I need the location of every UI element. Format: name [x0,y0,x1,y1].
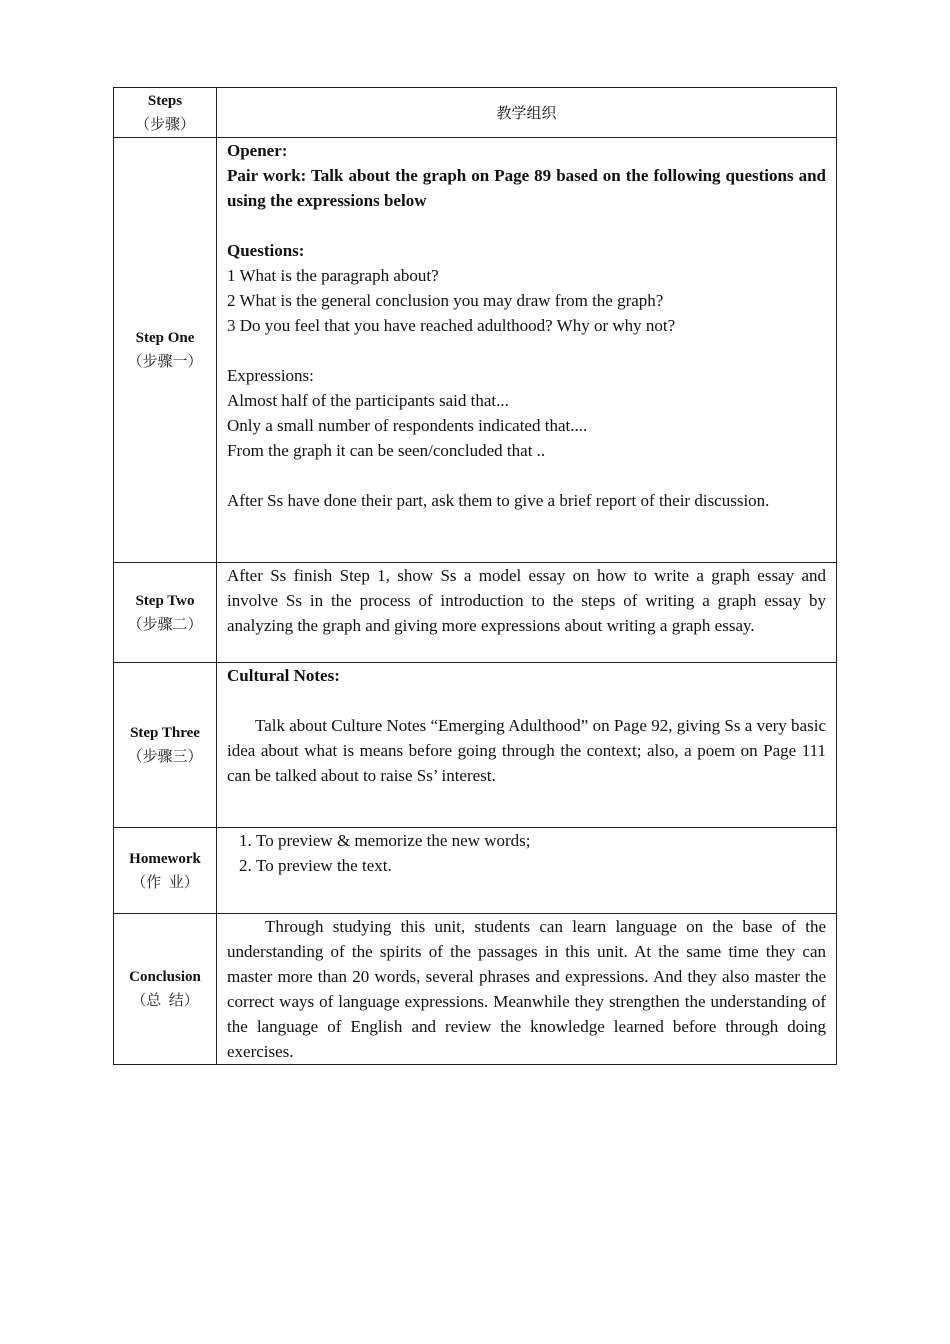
step-two-content: After Ss finish Step 1, show Ss a model essay on how to write a graph essay and involve Ss in the process of introduction to the steps of writing a graph essay by analyzing the graph and giving more expressions about writing a graph essay. [217,563,837,663]
step-three-label-en: Step Three [130,725,200,741]
question-item: 2 What is the general conclusion you may draw from the graph? [227,291,664,310]
pair-work-text: Pair work: Talk about the graph on Page 89 based on the following questions and using the expressions below [227,166,826,210]
steps-header-en: Steps [147,92,183,109]
expression-item: Only a small number of respondents indicated that.... [227,416,588,435]
step-two-row [114,563,837,663]
expressions-title: Expressions: [227,366,314,385]
step-two-label-cell [114,563,217,663]
expression-item: Almost half of the participants said that... [227,391,509,410]
step-three-label-cn: （步骤三） [127,749,203,765]
step-one-content [217,138,837,563]
steps-header-cn: （步骤） [134,116,195,133]
step-three-row [114,663,837,828]
conclusion-content [217,914,837,1065]
expression-item: From the graph it can be seen/concluded that .. [227,441,546,460]
steps-header-cell [114,88,217,138]
header-row [114,88,837,138]
organization-header: 教学组织 [217,88,837,138]
opener-title: Opener: [227,141,288,160]
lesson-plan-table [113,87,837,1065]
step-one-label-cell [114,138,217,563]
cultural-notes-title: Cultural Notes: [227,666,340,685]
step-three-content [217,663,837,828]
homework-list [227,828,826,878]
step-three-label-cell [114,663,217,828]
conclusion-row [114,914,837,1065]
conclusion-label-cell [114,914,217,1065]
homework-label-en: Homework [129,850,201,867]
after-report-text: After Ss have done their part, ask them to give a brief report of their discussion. [227,491,770,510]
homework-label-cn: （作 业） [131,874,199,891]
step-two-label-en: Step Two [135,592,195,609]
homework-label-cell [114,828,217,914]
homework-content [217,828,837,914]
conclusion-text: Through studying this unit, students can learn language on the base of the understanding of the spirits of the passages in this unit. At the same time they can master more than 20 words, several phrases and expressions. And they also master the correct ways of language expressions. Meanwhile they strengthen the understanding of the language of English and review the knowledge learned before through doing exercises. [227,917,826,1061]
homework-item: 1. To preview & memorize the new words; [256,828,826,853]
step-two-label-cn: （步骤二） [127,616,203,633]
homework-row [114,828,837,914]
conclusion-label-en: Conclusion [129,969,201,985]
step-one-row [114,138,837,563]
conclusion-label-cn: （总 结） [131,993,199,1009]
question-item: 3 Do you feel that you have reached adulthood? Why or why not? [227,316,676,335]
step-one-label-cn: （步骤一） [127,354,203,370]
cultural-notes-text: Talk about Culture Notes “Emerging Adulthood” on Page 92, giving Ss a very basic idea about what is means before going through the context; also, a poem on Page 111 can be talked about to raise Ss’ interest. [227,716,826,785]
question-item: 1 What is the paragraph about? [227,266,439,285]
step-one-label-en: Step One [135,330,195,346]
questions-title: Questions: [227,241,305,260]
homework-item: 2. To preview the text. [256,853,826,878]
